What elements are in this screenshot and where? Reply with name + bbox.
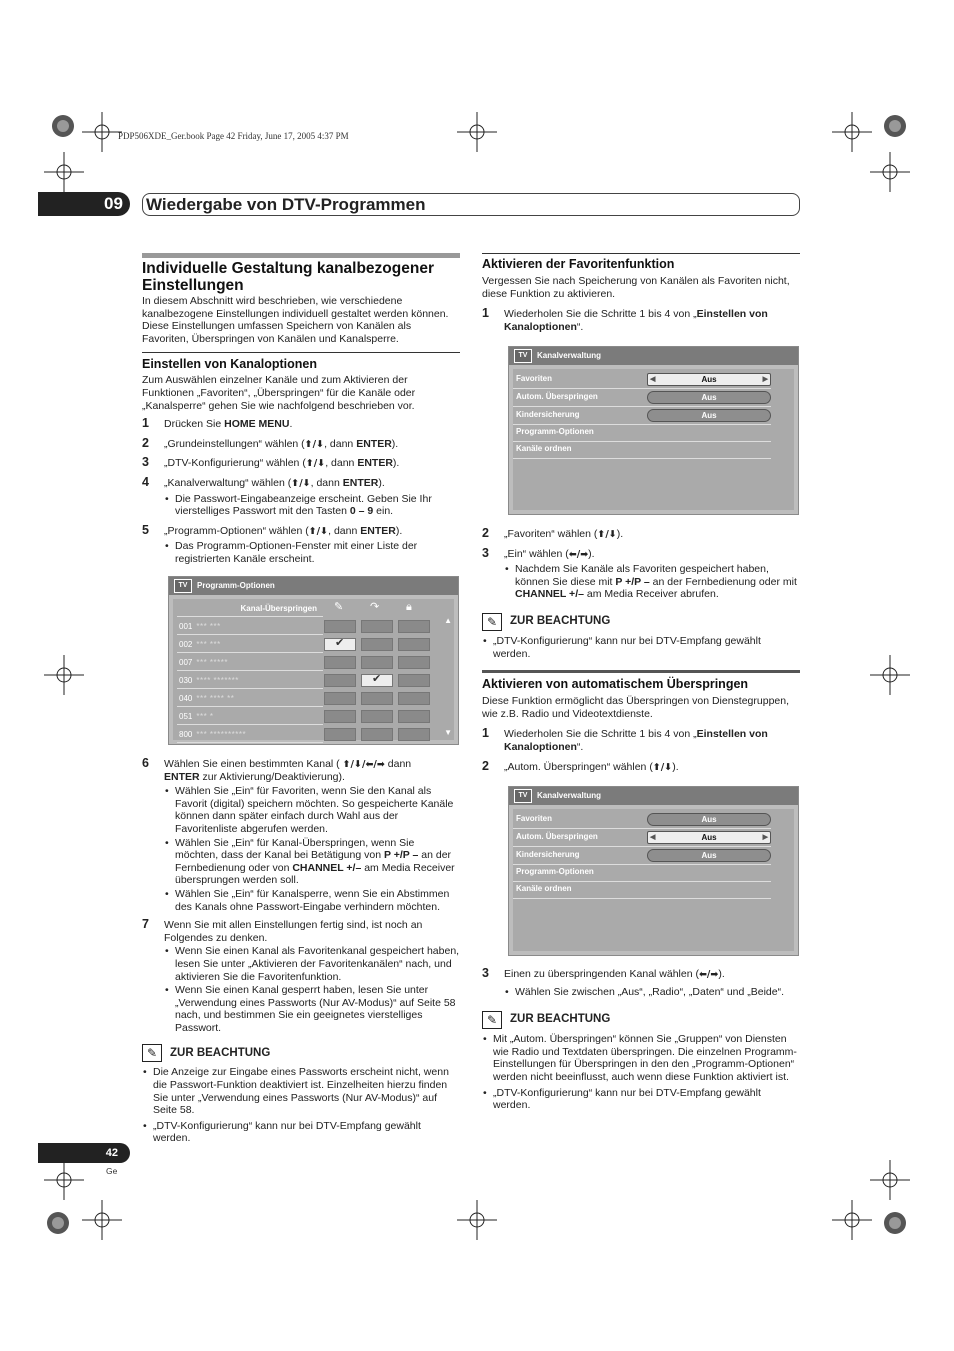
skip-col-icon: ↷	[370, 601, 380, 613]
check-icon: ✔	[335, 637, 345, 649]
kanalverwaltung-screen-favoriten: TV Kanalverwaltung Favoriten Autom. Überspringen Kindersicherung Programm-Optionen Kanäle ordnen ◀ Aus ▶ Aus Aus	[508, 346, 799, 515]
step-3: 3 „DTV-Konfigurierung“ wählen (⬆/⬇, dann ENTER).	[142, 455, 400, 470]
language-code: Ge	[106, 1166, 118, 1176]
scroll-down-icon[interactable]: ▼	[444, 728, 452, 738]
crosshair-mark	[82, 112, 122, 152]
skip-toggle[interactable]	[361, 638, 393, 651]
subsection-title: Aktivieren von automatischem Überspringen	[482, 670, 800, 692]
skip-toggle[interactable]	[361, 674, 393, 687]
note-item: • Die Anzeige zur Eingabe eines Passworts erscheint nicht, wenn die Passwort-Funktion deaktiviert ist. Einzelheiten hierzu finden Sie unter „Verwendung eines Passworts (Nur AV-Modus)“ auf Seite 58.	[142, 1066, 460, 1116]
tv-icon: TV	[514, 349, 532, 363]
column-header: Kanal-Überspringen	[177, 601, 323, 617]
subsection-intro: Diese Funktion ermöglicht das Überspringen von Dienstegruppen, wie z.B. Radio und Videotextdienste.	[482, 695, 790, 720]
registration-mark	[43, 106, 83, 146]
crosshair-mark	[870, 152, 910, 192]
step-3-note: • Nachdem Sie Kanäle als Favoriten gespeichert haben, können Sie diese mit P +/P – an der Fernbedienung oder mit CHANNEL +/– am Media Receiver abrufen.	[504, 563, 800, 601]
favorite-toggle[interactable]	[324, 710, 356, 723]
channel-number: 051	[179, 712, 193, 721]
crosshair-mark	[870, 1160, 910, 1200]
crosshair-mark	[457, 112, 497, 152]
skip-toggle[interactable]	[361, 710, 393, 723]
menu-item-favoriten[interactable]: Favoriten	[513, 811, 771, 829]
crosshair-mark	[82, 1200, 122, 1240]
channel-row[interactable]	[177, 654, 323, 671]
arrow-up-down-icon: ⬆/⬇	[308, 525, 329, 537]
lock-toggle[interactable]	[398, 710, 430, 723]
right-column	[482, 253, 800, 333]
arrow-up-down-icon: ⬆/⬇	[597, 529, 617, 540]
channel-name: *** ***	[196, 622, 221, 631]
channel-row[interactable]	[177, 636, 323, 653]
channel-name: *** **********	[196, 730, 247, 739]
channel-row[interactable]	[177, 708, 323, 725]
note-item: • Mit „Autom. Überspringen“ können Sie „Gruppen“ von Diensten wie Radio und Textdaten überspringen. Die einzelnen Programm-Einstellungen für Überspringen in den den „Programm-Optionen“ werden nicht beeinflusst, auch wenn diese Funktion aktiviert ist.	[482, 1033, 800, 1083]
crosshair-mark	[832, 112, 872, 152]
left-column	[142, 253, 460, 566]
arrow-left-right-icon: ⬅/➡	[698, 969, 719, 980]
note-header: ✎ ZUR BEACHTUNG	[142, 1044, 460, 1062]
menu-item-autom-ueberspringen[interactable]: Autom. Überspringen	[513, 829, 771, 847]
step-3: 3 Einen zu überspringenden Kanal wählen (⬅/➡).	[482, 966, 725, 980]
autom-ueberspringen-value-selector[interactable]: ◀ Aus ▶	[647, 831, 771, 844]
kindersicherung-value[interactable]: Aus	[647, 409, 771, 422]
tv-icon: TV	[174, 579, 192, 593]
lock-col-icon: 🔒︎	[406, 601, 412, 613]
lock-toggle[interactable]	[398, 638, 430, 651]
arrow-up-down-icon: ⬆/⬇	[305, 458, 326, 470]
step-5: 5 „Programm-Optionen“ wählen (⬆/⬇, dann ENTER).	[142, 522, 403, 537]
kanalverwaltung-screen-autom-ueberspringen: TV Kanalverwaltung Favoriten Autom. Überspringen Kindersicherung Programm-Optionen Kanäle ordnen Aus ◀ Aus ▶ Aus	[508, 786, 799, 956]
file-info: PDP506XDE_Ger.book Page 42 Friday, June 17, 2005 4:37 PM	[118, 131, 349, 141]
menu-item-kanaele-ordnen[interactable]: Kanäle ordnen	[513, 881, 771, 899]
crosshair-mark	[44, 655, 84, 695]
channel-name: *** ***	[196, 640, 221, 649]
pencil-note-icon: ✎	[482, 1011, 502, 1029]
channel-name: **** *******	[196, 676, 239, 685]
scroll-up-icon[interactable]: ▲	[444, 616, 452, 625]
channel-number: 007	[179, 658, 193, 667]
step-4: 4 „Kanalverwaltung“ wählen (⬆/⬇, dann ENTER).	[142, 474, 385, 489]
step-2: 2 „Favoriten“ wählen (⬆/⬇).	[482, 526, 624, 540]
note-item: • „DTV-Konfigurierung“ kann nur bei DTV-Empfang gewählt werden.	[142, 1120, 460, 1145]
arrow-up-down-icon: ⬆/⬇	[291, 477, 311, 489]
step-5-note: • Das Programm-Optionen-Fenster mit einer Liste der registrierten Kanäle erscheint.	[164, 540, 460, 565]
channel-number: 001	[179, 622, 193, 631]
lock-toggle[interactable]	[398, 728, 430, 741]
step-1: 1 Wiederholen Sie die Schritte 1 bis 4 von „Einstellen von Kanaloptionen“.	[482, 306, 768, 333]
crosshair-mark	[457, 1200, 497, 1240]
autom-ueberspringen-value[interactable]: Aus	[647, 391, 771, 404]
lock-toggle[interactable]	[398, 692, 430, 705]
step-4-note: • Die Passwort-Eingabeanzeige erscheint. Geben Sie Ihr vierstelliges Passwort mit den Tasten 0 – 9 ein.	[164, 493, 460, 518]
skip-toggle[interactable]	[361, 620, 393, 633]
lock-toggle[interactable]	[398, 620, 430, 633]
favoriten-value[interactable]: Aus	[647, 813, 771, 826]
step-1: 1 Drücken Sie HOME MENU.	[142, 416, 293, 431]
menu-item-kindersicherung[interactable]: Kindersicherung	[513, 407, 771, 425]
crosshair-mark	[870, 655, 910, 695]
arrow-left-right-icon: ⬅/➡	[568, 548, 589, 560]
channel-row[interactable]	[177, 726, 323, 743]
subsection-title: Aktivieren der Favoritenfunktion	[482, 253, 800, 272]
registration-mark	[38, 1203, 78, 1243]
arrow-four-way-icon: ⬆/⬇/⬅/➡	[342, 759, 385, 770]
channel-row[interactable]	[177, 618, 323, 635]
note-item: • „DTV-Konfigurierung“ kann nur bei DTV-Empfang gewählt werden.	[482, 635, 800, 660]
lock-toggle[interactable]	[398, 656, 430, 669]
page-number: 42	[38, 1143, 130, 1163]
step-3: 3 „Ein“ wählen (⬅/➡).	[482, 545, 595, 560]
favorite-toggle[interactable]	[324, 728, 356, 741]
chapter-number: 09	[38, 192, 130, 216]
programm-optionen-screen: TV Programm-Optionen Kanal-Überspringen ✎ ↷ 🔒︎ ▲ ▼ 001 *** *** 002 *** *** ✔ 007 *** ***** 030 **** ******* ✔ 040 *** **** ** 051 *** * 800 *** **********	[168, 576, 459, 745]
menu-item-kanaele-ordnen[interactable]: Kanäle ordnen	[513, 441, 771, 459]
section-title: Individuelle Gestaltung kanalbezogener Einstellungen	[142, 260, 434, 294]
note-header: ✎ ZUR BEACHTUNG	[482, 1011, 800, 1029]
step-7-note-1: • Wenn Sie einen Kanal als Favoritenkanal gespeichert haben, lesen Sie unter „Aktivieren der Favoritenkanälen“ nach, und aktivieren Sie die Favoritenfunktion.	[164, 945, 460, 983]
channel-name: *** **** **	[196, 694, 235, 703]
note-item: • „DTV-Konfigurierung“ kann nur bei DTV-Empfang gewählt werden.	[482, 1087, 800, 1112]
step-7: 7 Wenn Sie mit allen Einstellungen fertig sind, ist noch an Folgendes zu denken.	[142, 917, 423, 944]
favorite-toggle[interactable]	[324, 674, 356, 687]
crosshair-mark	[832, 1200, 872, 1240]
step-2: 2 „Grundeinstellungen“ wählen (⬆/⬇, dann ENTER).	[142, 435, 399, 450]
lock-toggle[interactable]	[398, 674, 430, 687]
channel-number: 800	[179, 730, 193, 739]
check-icon: ✔	[372, 673, 382, 685]
channel-row[interactable]	[177, 672, 323, 689]
step-1: 1 Wiederholen Sie die Schritte 1 bis 4 von „Einstellen von Kanaloptionen“.	[482, 726, 768, 753]
step-7-note-2: • Wenn Sie einen Kanal gesperrt haben, lesen Sie unter „Verwendung eines Passworts (Nur AV-Modus)“ auf Seite 58 nach, und bestimmen Sie ein geeignetes vierstelliges Passwort.	[164, 984, 460, 1034]
crosshair-mark	[44, 1160, 84, 1200]
menu-item-programm-optionen[interactable]: Programm-Optionen	[513, 864, 771, 882]
subsection-title: Einstellen von Kanaloptionen	[142, 352, 460, 372]
arrow-up-down-icon: ⬆/⬇	[652, 761, 673, 773]
step-3-note: • Wählen Sie zwischen „Aus“, „Radio“, „Daten“ und „Beide“.	[504, 986, 800, 999]
right-column-lower	[482, 964, 800, 1112]
menu-item-kindersicherung[interactable]: Kindersicherung	[513, 847, 771, 865]
pencil-note-icon: ✎	[142, 1044, 162, 1062]
subsection-intro: Vergessen Sie nach Speicherung von Kanälen als Favoriten nicht, diese Funktion zu aktivieren.	[482, 275, 790, 300]
channel-name: *** *	[196, 712, 214, 721]
favorite-toggle[interactable]	[324, 656, 356, 669]
step-6-note-2: • Wählen Sie „Ein“ für Kanal-Überspringen, wenn Sie möchten, dass der Kanal bei Betätigung von P +/P – an der Fernbedienung oder von CHANNEL +/– am Media Receiver übersprungen werden soll.	[164, 837, 460, 887]
favorite-toggle[interactable]	[324, 620, 356, 633]
skip-toggle[interactable]	[361, 728, 393, 741]
registration-mark	[875, 106, 915, 146]
menu-item-programm-optionen[interactable]: Programm-Optionen	[513, 424, 771, 442]
note-header: ✎ ZUR BEACHTUNG	[482, 613, 800, 631]
step-6: 6 Wählen Sie einen bestimmten Kanal ( ⬆/⬇/⬅/➡ dann ENTER zur Aktivierung/Deaktivierung).	[142, 756, 412, 783]
favoriten-value-selector[interactable]: ◀ Aus ▶	[647, 373, 771, 386]
arrow-up-down-icon: ⬆/⬇	[304, 438, 325, 450]
favorite-col-icon: ✎	[334, 601, 344, 613]
step-6-note-1: • Wählen Sie „Ein“ für Favoriten, wenn Sie den Kanal als Favorit (digital) speichern möchten. So gespeicherte Kanäle können dann später einfach durch Wahl aus der Favoritenliste abgerufen werden.	[164, 785, 460, 835]
tv-icon: TV	[514, 789, 532, 803]
channel-number: 030	[179, 676, 193, 685]
right-column-mid	[482, 524, 800, 773]
section-intro: In diesem Abschnitt wird beschrieben, wie verschiedene kanalbezogene Einstellungen individuell gestaltet werden können. Diese Einstellungen umfassen Speichern von Kanälen als Favoriten, Überspringen von Kanälen und Kanalsperre.	[142, 295, 449, 345]
subsection-intro: Zum Auswählen einzelner Kanäle und zum Aktivieren der Funktionen „Favoriten“, „Überspringen“ für die Kanäle oder „Kanalsperre“ gehen Sie wie nachfolgend beschrieben vor.	[142, 374, 416, 412]
step-6-note-3: • Wählen Sie „Ein“ für Kanalsperre, wenn Sie ein Abstimmen des Kanals ohne Passwort-Eingabe verhindern möchten.	[164, 888, 460, 913]
skip-toggle[interactable]	[361, 656, 393, 669]
channel-name: *** *****	[196, 658, 228, 667]
channel-number: 002	[179, 640, 193, 649]
chapter-title: Wiedergabe von DTV-Programmen	[142, 193, 800, 216]
favorite-toggle[interactable]	[324, 692, 356, 705]
crosshair-mark	[44, 152, 84, 192]
left-column-lower	[142, 754, 460, 1145]
menu-item-autom-ueberspringen[interactable]: Autom. Überspringen	[513, 389, 771, 407]
kindersicherung-value[interactable]: Aus	[647, 849, 771, 862]
step-2: 2 „Autom. Überspringen“ wählen (⬆/⬇).	[482, 758, 679, 773]
registration-mark	[875, 1203, 915, 1243]
favorite-toggle[interactable]	[324, 638, 356, 651]
skip-toggle[interactable]	[361, 692, 393, 705]
pencil-note-icon: ✎	[482, 613, 502, 631]
menu-item-favoriten[interactable]: Favoriten	[513, 371, 771, 389]
channel-number: 040	[179, 694, 193, 703]
channel-row[interactable]	[177, 690, 323, 707]
